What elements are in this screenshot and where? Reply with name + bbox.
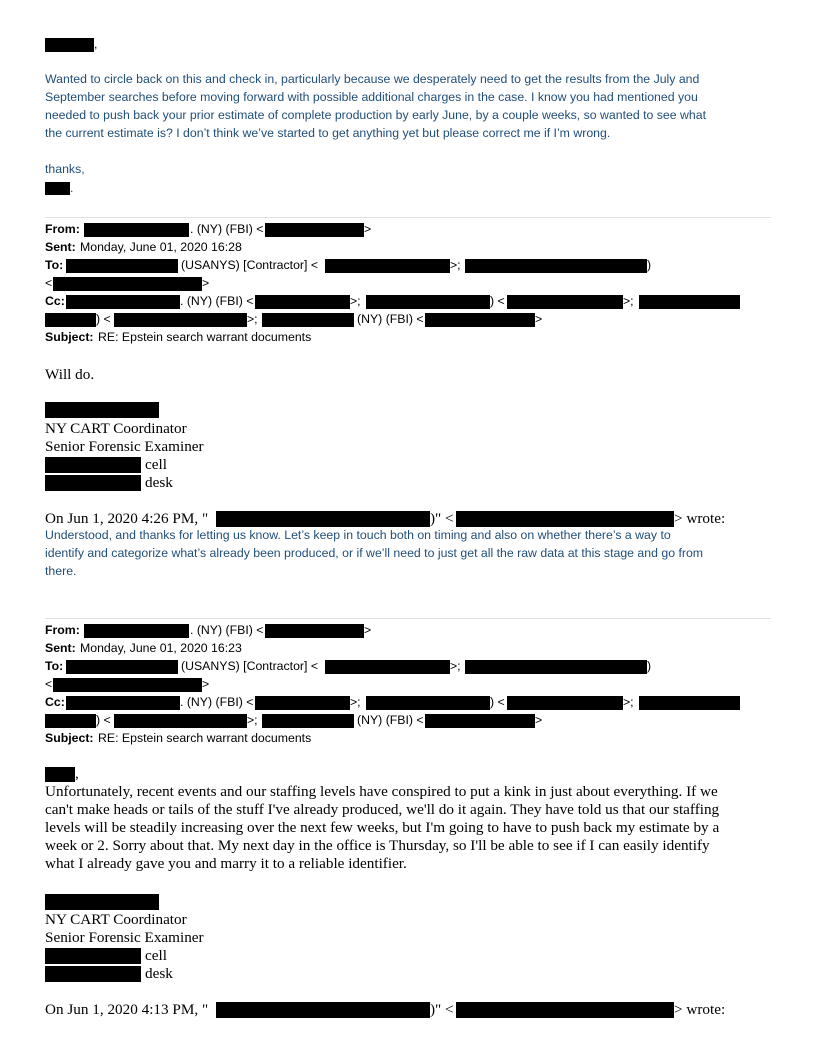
redaction-box — [53, 277, 202, 291]
subject-label: Subject: — [45, 330, 94, 344]
quoted-line: Understood, and thanks for letting us know. Let’s keep in touch both on timing and also on whether there’s a way to — [45, 528, 671, 542]
redaction-box — [639, 295, 740, 309]
cc-label: Cc: — [45, 695, 65, 709]
desk-label: desk — [145, 965, 173, 982]
redaction-box — [84, 223, 189, 237]
body-line: what I already gave you and marry it to a reliable identifier. — [45, 855, 407, 872]
redaction-box — [45, 38, 94, 52]
redaction-box — [66, 696, 180, 710]
redaction-box — [45, 313, 96, 327]
cc-part: ) < — [490, 695, 505, 709]
redaction-box — [84, 624, 189, 638]
cc-label: Cc: — [45, 294, 65, 308]
quote-mid: )" < — [430, 510, 454, 527]
quote-intro: On Jun 1, 2020 4:26 PM, " — [45, 510, 209, 527]
intro-line: September searches before moving forward with possible additional charges in the case. I know you had mentioned you — [45, 90, 698, 104]
to-line2-close: > — [202, 677, 210, 691]
redaction-box — [507, 696, 623, 710]
cc-line2-part: >; — [247, 312, 258, 326]
cc-part: >; — [623, 294, 634, 308]
cell-label: cell — [145, 947, 167, 964]
sig-title: Senior Forensic Examiner — [45, 929, 204, 946]
separator — [45, 217, 771, 218]
cc-line2-part: >; — [247, 713, 258, 727]
redaction-box — [66, 259, 178, 273]
redaction-box — [425, 313, 535, 327]
to-part: (USANYS) [Contractor] < — [181, 659, 319, 673]
redaction-box — [45, 182, 70, 195]
redaction-box — [114, 313, 247, 327]
redaction-box — [114, 714, 247, 728]
redaction-box — [45, 948, 141, 964]
quoted-line: identify and categorize what’s already been produced, or if we’ll need to just get all the raw data at this stage and go from — [45, 546, 704, 560]
redaction-box — [325, 660, 450, 674]
subject-value: RE: Epstein search warrant documents — [98, 731, 312, 745]
cc-line2-part: > — [535, 312, 543, 326]
cc-part: >; — [350, 695, 361, 709]
sent-label: Sent: — [45, 240, 76, 254]
to-line2-open: < — [45, 677, 53, 691]
signature-period: . — [70, 181, 74, 195]
redaction-box — [265, 624, 364, 638]
cc-part: >; — [350, 294, 361, 308]
redaction-box — [45, 402, 159, 418]
cc-line2-part: ) < — [96, 312, 111, 326]
cc-line2-part: (NY) (FBI) < — [357, 713, 424, 727]
cc-line2-part: ) < — [96, 713, 111, 727]
redaction-box — [262, 714, 354, 728]
to-label: To: — [45, 258, 64, 272]
redaction-box — [53, 678, 202, 692]
quote-intro: On Jun 1, 2020 4:13 PM, " — [45, 1001, 209, 1018]
sent-value: Monday, June 01, 2020 16:28 — [80, 240, 242, 254]
signoff: thanks, — [45, 162, 85, 176]
body-line: Unfortunately, recent events and our staffing levels have conspired to put a kink in just about everything. If we — [45, 783, 718, 800]
to-part: ) — [647, 659, 652, 673]
cc-line2-part: > — [535, 713, 543, 727]
quote-end: > wrote: — [674, 1001, 726, 1018]
redaction-box — [45, 894, 159, 910]
email-body: Will do. — [45, 366, 95, 383]
to-line2-close: > — [202, 276, 210, 290]
cc-part: . (NY) (FBI) < — [180, 695, 254, 709]
greeting-comma: , — [94, 37, 98, 51]
from-label: From: — [45, 623, 80, 637]
sent-label: Sent: — [45, 641, 76, 655]
to-part: >; — [450, 659, 461, 673]
to-line2-open: < — [45, 276, 53, 290]
intro-line: the current estimate is? I don’t think we’ve started to get anything yet but please correct me if I’m wrong. — [45, 126, 611, 140]
redaction-box — [465, 660, 647, 674]
intro-line: needed to push back your prior estimate of complete production by early June, by a couple weeks, so wanted to see what — [45, 108, 706, 122]
quote-end: > wrote: — [674, 510, 726, 527]
quote-mid: )" < — [430, 1001, 454, 1018]
redaction-box — [507, 295, 623, 309]
redaction-box — [45, 457, 141, 473]
redaction-box — [216, 1002, 430, 1018]
redaction-box — [45, 767, 75, 782]
cc-part: ) < — [490, 294, 505, 308]
cc-line2-part: (NY) (FBI) < — [357, 312, 424, 326]
redaction-box — [425, 714, 535, 728]
redaction-box — [366, 696, 490, 710]
subject-value: RE: Epstein search warrant documents — [98, 330, 312, 344]
redaction-box — [216, 511, 430, 527]
from-close: > — [364, 222, 372, 236]
cc-part: . (NY) (FBI) < — [180, 294, 254, 308]
redaction-box — [325, 259, 450, 273]
redaction-box — [45, 475, 141, 491]
sig-title: NY CART Coordinator — [45, 420, 187, 437]
separator — [45, 618, 771, 619]
body-line: week or 2. Sorry about that. My next day in the office is Thursday, so I'll be able to see if I can easily identify — [45, 837, 710, 854]
redaction-box — [456, 511, 674, 527]
redaction-box — [45, 966, 141, 982]
cell-label: cell — [145, 456, 167, 473]
cc-part: >; — [623, 695, 634, 709]
redaction-box — [465, 259, 647, 273]
redaction-box — [262, 313, 354, 327]
from-suffix: . (NY) (FBI) < — [190, 623, 264, 637]
to-part: >; — [450, 258, 461, 272]
redaction-box — [639, 696, 740, 710]
to-part: (USANYS) [Contractor] < — [181, 258, 319, 272]
redaction-box — [255, 295, 350, 309]
redaction-box — [45, 714, 96, 728]
redaction-box — [255, 696, 350, 710]
redaction-box — [66, 660, 178, 674]
sent-value: Monday, June 01, 2020 16:23 — [80, 641, 242, 655]
subject-label: Subject: — [45, 731, 94, 745]
from-label: From: — [45, 222, 80, 236]
from-suffix: . (NY) (FBI) < — [190, 222, 264, 236]
body-line: can't make heads or tails of the stuff I've already produced, we'll do it again. They have told us that our staffing — [45, 801, 720, 818]
desk-label: desk — [145, 474, 173, 491]
sig-title: NY CART Coordinator — [45, 911, 187, 928]
to-part: ) — [647, 258, 652, 272]
redaction-box — [366, 295, 490, 309]
redaction-box — [265, 223, 364, 237]
sig-title: Senior Forensic Examiner — [45, 438, 204, 455]
to-label: To: — [45, 659, 64, 673]
from-close: > — [364, 623, 372, 637]
intro-line: Wanted to circle back on this and check in, particularly because we desperately need to get the results from the July and — [45, 72, 700, 86]
greeting-comma: , — [75, 765, 79, 782]
body-line: levels will be steadily increasing over the next few weeks, but I'm going to have to push back my estimate by a — [45, 819, 720, 836]
redaction-box — [66, 295, 180, 309]
quoted-line: there. — [45, 564, 77, 578]
redaction-box — [456, 1002, 674, 1018]
